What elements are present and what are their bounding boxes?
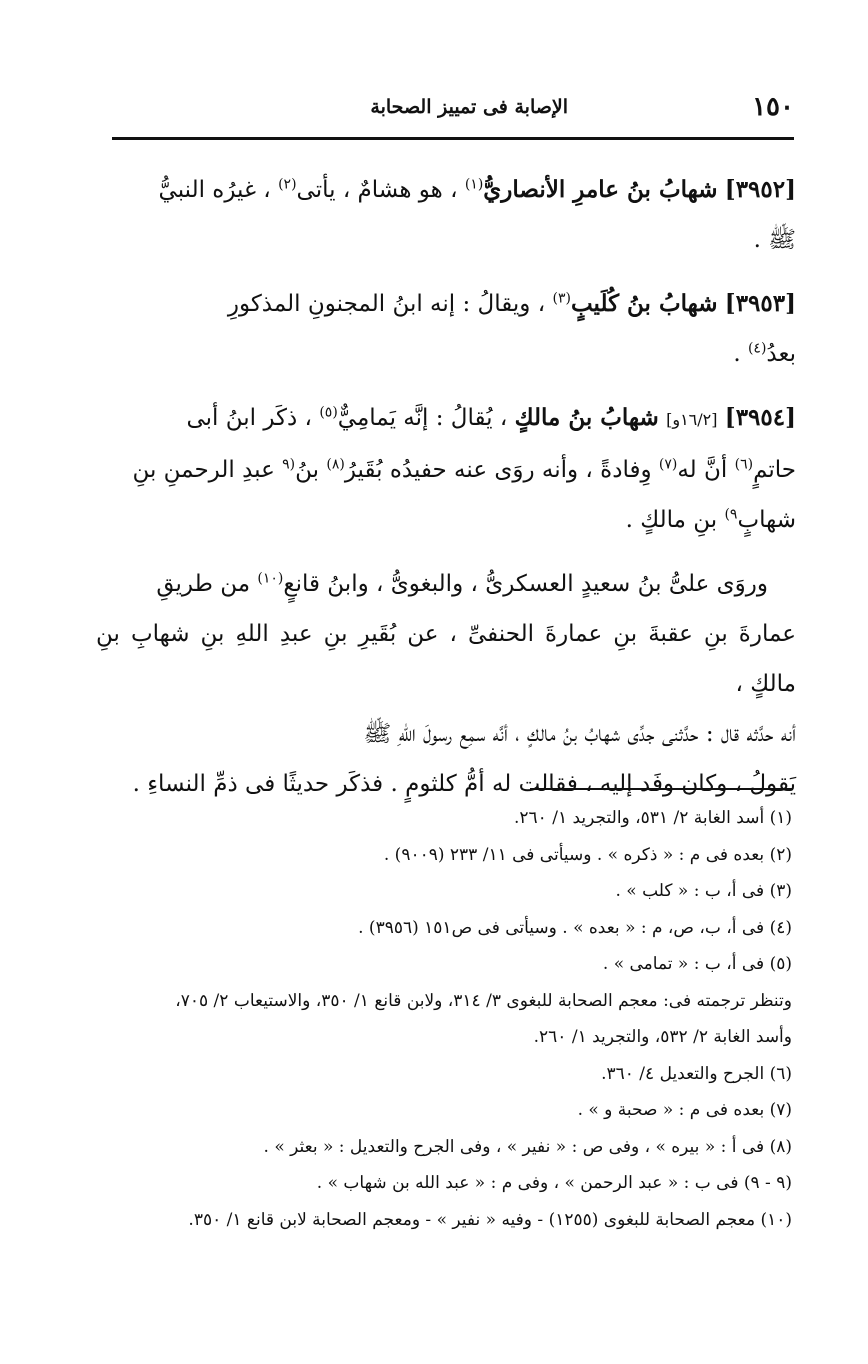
entry-line [96, 279, 796, 329]
footnote: (٦) الجرح والتعديل ٤/ ٣٦٠. [601, 1063, 792, 1084]
entry-line [96, 329, 796, 379]
footnote: (٢) بعده فى م : « ذكره » . وسيأتى فى ١١/ ٢٣٣ (٩٠٠٩) . [383, 844, 792, 865]
footnote: (٣) فى أ، ب : « كلب » . [615, 881, 792, 901]
header-rule [112, 137, 794, 140]
footnote-ref: (٧) [658, 456, 678, 473]
entry-text: بنِ مالكٍ . [625, 507, 718, 533]
entry-name: شهابُ بنُ مالكٍ [514, 404, 659, 431]
entry-number: [٣٩٥٣] [724, 290, 796, 317]
footnote-ref: (٨) [326, 456, 345, 473]
manuscript-ref: [١٦/٢و] [666, 410, 718, 429]
footnote-ref: (٥) [319, 404, 338, 421]
footnote: (٩ - ٩) فى ب : « عبد الرحمن » ، وفى م : « عبد الله بن شهاب » . [316, 1173, 792, 1193]
entry-text: حاتمٍ [753, 457, 796, 483]
entry-text: أنَّ له [677, 457, 728, 483]
running-title: الإصابة فى تمييز الصحابة [370, 96, 568, 118]
footnote-ref: (٢) [278, 176, 297, 193]
entry-text: بعدُ [766, 341, 796, 367]
paragraph-line: يَقولُ ، وكان وفَد إليه ، فقالت له أمُّ كلثومٍ . فذكَر حديثًا فى ذمِّ النساءِ . [132, 771, 796, 797]
footnote-ref: ٩) [724, 506, 738, 523]
footnote-ref: (١٠) [257, 570, 284, 587]
entry-line [96, 445, 796, 495]
entry-text: ، ذكَر ابنُ أبى [186, 405, 312, 431]
page-number: ١٥٠ [752, 92, 794, 122]
footnote-ref: (١) [464, 176, 484, 193]
footnote: (١) أسد الغابة ٢/ ٥٣١، والتجريد ١/ ٢٦٠. [514, 808, 792, 828]
footnote: وتنظر ترجمته فى: معجم الصحابة للبغوى ٣/ ٣١٤، ولابن قانع ١/ ٣٥٠، والاستيعاب ٢/ ٧٠٥، [175, 990, 792, 1011]
entry-3953 [96, 279, 796, 379]
footnote-ref: (٤) [747, 340, 767, 357]
entry-3952 [96, 165, 796, 265]
entry-line [96, 165, 796, 215]
entry-text: ، غيرُه النبيُّ [158, 177, 271, 203]
paragraph-text: وروَى علىُّ بنُ سعيدٍ العسكرىُّ ، والبغوىُّ ، وابنُ قانعٍ [283, 571, 768, 597]
entry-text: شهابٍ [737, 507, 796, 533]
footnotes [96, 800, 792, 1238]
entry-name: شهابُ بنُ كُلَيبٍ [570, 290, 718, 317]
entry-text: ﷺ . [753, 227, 796, 253]
entry-text: عبدِ الرحمنِ بنِ [132, 457, 275, 483]
paragraph-line: أنه حدَّثه قال : حدَّثنى جدِّى شهابُ بنُ مالكٍ ، أنَّه سمِع رسولَ اللهِ ﷺ [363, 721, 796, 747]
footnote-divider [530, 788, 792, 790]
entry-number: [٣٩٥٢] [724, 176, 796, 203]
entry-text: ، ويقالُ : إنه ابنُ المجنونِ المذكورِ [227, 291, 546, 317]
footnote: (٤) فى أ، ب، ص، م : « بعده » . وسيأتى فى ص١٥١ (٣٩٥٦) . [358, 917, 792, 938]
footnote: (٧) بعده فى م : « صحبة و » . [577, 1100, 792, 1120]
paragraph-text: من طريقِ [156, 571, 251, 597]
entry-number: [٣٩٥٤] [724, 404, 796, 431]
entry-line [96, 393, 796, 445]
footnote-ref: (٣) [552, 290, 571, 307]
page-header [112, 92, 794, 128]
entry-line [96, 495, 796, 545]
entry-text: ، يُقالُ : إنَّه يَمامِيٌّ [337, 405, 508, 431]
paragraph-line: عمارةَ بنِ عقبةَ بنِ عمارةَ الحنفىِّ ، عن بُقَيرِ بنِ عبدِ اللهِ بنِ شهابِ بنِ مالكٍ ، [96, 621, 796, 697]
footnote-ref: (٩ [282, 456, 296, 473]
footnote: (٥) فى أ، ب : « تمامى » . [602, 954, 792, 974]
footnote: (١٠) معجم الصحابة للبغوى (١٢٥٥) - وفيه « نفير » - ومعجم الصحابة لابن قانع ١/ ٣٥٠. [188, 1209, 792, 1230]
entry-text: ، هو هشامٌ ، يأتى [296, 177, 458, 203]
entry-text: بنُ [295, 457, 320, 483]
footnote: وأسد الغابة ٢/ ٥٣٢، والتجريد ١/ ٢٦٠. [533, 1027, 792, 1047]
main-text [96, 165, 796, 823]
entry-text: وِفادةً ، وأنه روَى عنه حفيدُه بُقَيرُ [344, 457, 652, 483]
paragraph-line [96, 559, 796, 609]
entry-name: شهابُ بنُ عامرِ الأنصاريُّ [483, 176, 718, 203]
narration-paragraph [96, 559, 796, 809]
entry-line [96, 215, 796, 265]
entry-3954 [96, 393, 796, 545]
footnote: (٨) فى أ : « بيره » ، وفى ص : « نفير » ، وفى الجرح والتعديل : « بعثر » . [263, 1136, 792, 1157]
footnote-ref: (٦) [734, 456, 754, 473]
entry-text: . [733, 341, 741, 367]
